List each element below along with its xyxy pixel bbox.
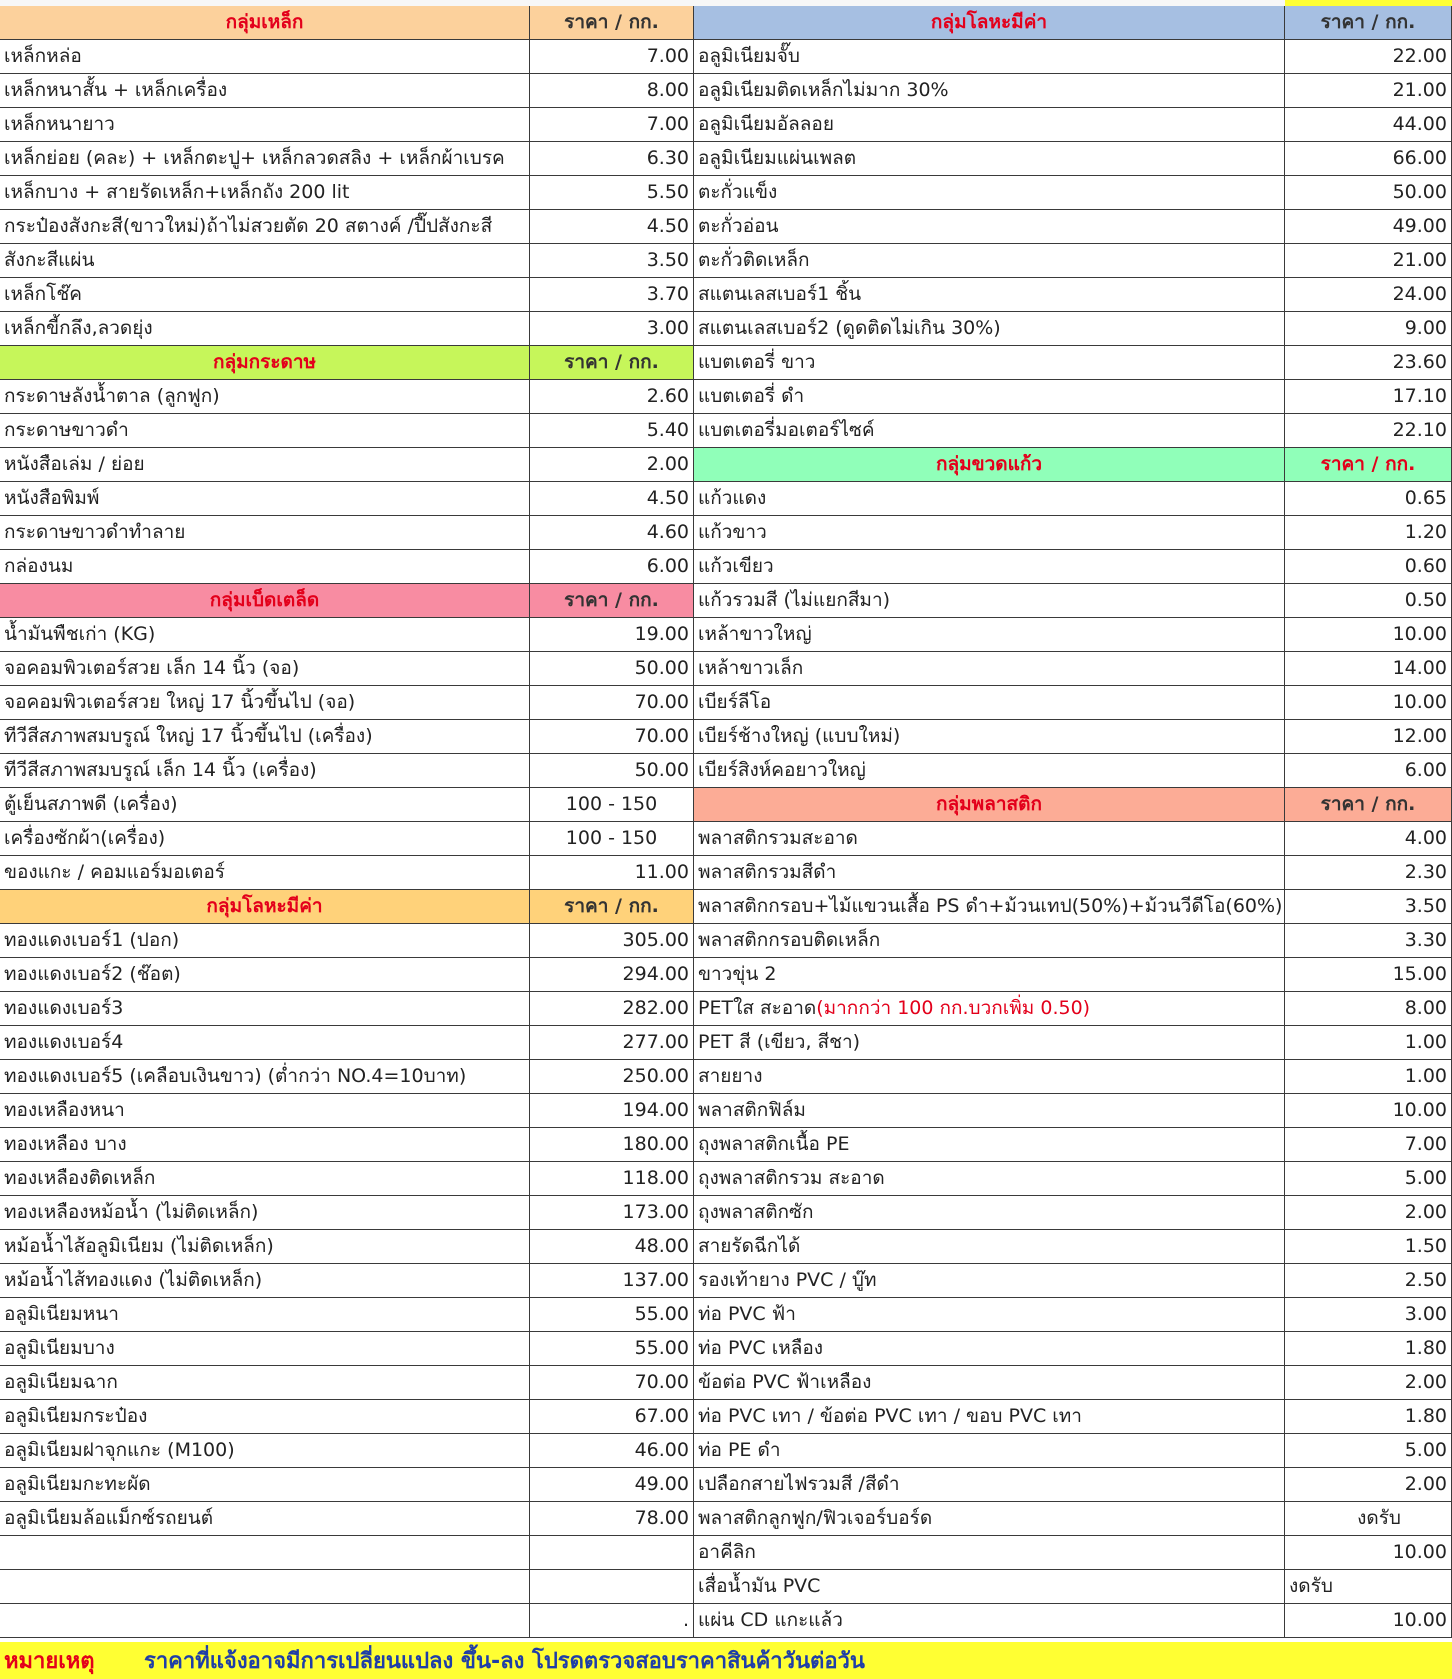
item-name-text: พลาสติกกรอบติดเหล็ก	[698, 929, 881, 951]
item-name-text: อลูมิเนียมล้อแม็กซ์รถยนต์	[4, 1507, 214, 1529]
item-price: 8.00	[530, 74, 694, 108]
item-name-text: อลูมิเนียมอัลลอย	[698, 113, 834, 135]
item-price: 48.00	[530, 1230, 694, 1264]
item-name-text: ถุงพลาสติกเนื้อ PE	[698, 1133, 850, 1155]
item-price: 50.00	[530, 754, 694, 788]
item-name	[0, 1094, 530, 1128]
item-name-text: เหล็กบาง + สายรัดเหล็ก+เหล็กถัง 200 lit	[4, 181, 350, 203]
item-price: 50.00	[1285, 176, 1452, 210]
item-name-text: จอคอมพิวเตอร์สวย เล็ก 14 นิ้ว (จอ)	[4, 657, 300, 679]
item-name-text: เบียร์สิงห์คอยาวใหญ่	[698, 759, 866, 781]
item-price: 9.00	[1285, 312, 1452, 346]
price-column-header: ราคา / กก.	[1285, 788, 1452, 822]
item-name	[0, 992, 530, 1026]
item-price: 1.00	[1285, 1026, 1452, 1060]
item-price: 70.00	[530, 720, 694, 754]
item-price: 305.00	[530, 924, 694, 958]
item-price: 46.00	[530, 1434, 694, 1468]
price-column-header: ราคา / กก.	[530, 584, 694, 618]
item-name-text: เหล็กขี้กลึง,ลวดยุ่ง	[4, 317, 153, 339]
item-name	[0, 312, 530, 346]
item-price: 5.00	[1285, 1162, 1452, 1196]
item-name	[0, 1298, 530, 1332]
item-name-text: ท่อ PE ดำ	[698, 1439, 781, 1461]
item-price: 21.00	[1285, 244, 1452, 278]
item-price: 22.00	[1285, 40, 1452, 74]
item-name	[694, 686, 1285, 720]
item-price: 180.00	[530, 1128, 694, 1162]
item-name	[694, 1604, 1285, 1638]
item-name-text: ทีวีสีสภาพสมบรูณ์ ใหญ่ 17 นิ้วขึ้นไป (เครื่อง)	[4, 725, 373, 747]
item-name	[694, 1230, 1285, 1264]
item-name	[694, 550, 1285, 584]
item-price: 2.60	[530, 380, 694, 414]
item-name-text: กล่องนม	[4, 555, 74, 577]
item-name-text: อาคีลิก	[698, 1541, 756, 1563]
item-name-text: หม้อน้ำไส้อลูมิเนียม (ไม่ติดเหล็ก)	[4, 1235, 274, 1257]
item-name-text: พลาสติกฟิล์ม	[698, 1099, 806, 1121]
item-name-text: หม้อน้ำไส้ทองแดง (ไม่ติดเหล็ก)	[4, 1269, 263, 1291]
item-name	[694, 890, 1285, 924]
item-name-text: ทองเหลืองติดเหล็ก	[4, 1167, 156, 1189]
item-name	[0, 1264, 530, 1298]
item-name-text: ของแกะ / คอมแอร์มอเตอร์	[4, 861, 226, 883]
item-name	[694, 1502, 1285, 1536]
item-price: 7.00	[530, 40, 694, 74]
item-name-text: ถุงพลาสติกรวม สะอาด	[698, 1167, 885, 1189]
item-price: 1.50	[1285, 1230, 1452, 1264]
footer-label: หมายเหตุ	[4, 1649, 95, 1674]
item-price: 15.00	[1285, 958, 1452, 992]
price-column-header: ราคา / กก.	[530, 346, 694, 380]
item-price: 55.00	[530, 1298, 694, 1332]
item-price: 3.50	[530, 244, 694, 278]
item-name-text: อลูมิเนียมกระป๋อง	[4, 1405, 148, 1427]
item-name-text: PETใส สะอาด	[698, 997, 817, 1019]
item-name	[694, 618, 1285, 652]
item-price: 2.30	[1285, 856, 1452, 890]
item-name-text: อลูมิเนียมฉาก	[4, 1371, 118, 1393]
item-price: 294.00	[530, 958, 694, 992]
item-name-text: อลูมิเนียมบาง	[4, 1337, 115, 1359]
item-price: 1.80	[1285, 1400, 1452, 1434]
item-price: งดรับ	[1285, 1502, 1452, 1536]
item-name	[0, 1570, 530, 1604]
item-price: 3.50	[1285, 890, 1452, 924]
item-price: 4.50	[530, 482, 694, 516]
item-price: 173.00	[530, 1196, 694, 1230]
item-name	[694, 176, 1285, 210]
item-name-text: แก้วขาว	[698, 521, 767, 543]
item-name-text: อลูมิเนียมฝาจุกแกะ (M100)	[4, 1439, 235, 1461]
item-name	[0, 516, 530, 550]
item-name-text: อลูมิเนียมแผ่นเพลต	[698, 147, 857, 169]
item-price: 282.00	[530, 992, 694, 1026]
item-name-text: ตะกั่วอ่อน	[698, 215, 779, 237]
item-price: 6.30	[530, 142, 694, 176]
item-name	[694, 346, 1285, 380]
section-title: กลุ่มโลหะมีค่า	[0, 890, 530, 924]
item-price: 50.00	[530, 652, 694, 686]
item-name-text: ทองเหลือง บาง	[4, 1133, 127, 1155]
item-name-text: ตู้เย็นสภาพดี (เครื่อง)	[4, 793, 178, 815]
item-name-text: เหล็กหนายาว	[4, 113, 115, 135]
item-name	[0, 414, 530, 448]
item-price: 1.00	[1285, 1060, 1452, 1094]
item-price: 70.00	[530, 1366, 694, 1400]
item-price: 10.00	[1285, 618, 1452, 652]
item-name	[694, 1196, 1285, 1230]
item-price: 194.00	[530, 1094, 694, 1128]
item-price: 2.00	[1285, 1366, 1452, 1400]
item-price: 12.00	[1285, 720, 1452, 754]
item-name	[0, 720, 530, 754]
item-name-text: ถุงพลาสติกซัก	[698, 1201, 814, 1223]
item-name-text: พลาสติกกรอบ+ไม้แขวนเสื้อ PS ดำ+ม้วนเทป(50%)+ม้วนวีดีโอ(60%)	[698, 895, 1283, 917]
item-price: 137.00	[530, 1264, 694, 1298]
item-price: 5.40	[530, 414, 694, 448]
item-price: .	[530, 1604, 694, 1638]
section-title: กลุ่มขวดแก้ว	[694, 448, 1285, 482]
item-name	[694, 482, 1285, 516]
item-name-text: ขาวขุ่น 2	[698, 963, 777, 985]
item-name	[0, 788, 530, 822]
item-name-text: ทองแดงเบอร์1 (ปอก)	[4, 929, 180, 951]
item-name-text: เปลือกสายไฟรวมสี /สีดำ	[698, 1473, 900, 1495]
item-price: 8.00	[1285, 992, 1452, 1026]
item-name-text: แผ่น CD แกะแล้ว	[698, 1609, 843, 1631]
item-price: 3.70	[530, 278, 694, 312]
item-name-text: ทองแดงเบอร์5 (เคลือบเงินขาว) (ต่ำกว่า NO.4=10บาท)	[4, 1065, 467, 1087]
item-price: 19.00	[530, 618, 694, 652]
item-price: 250.00	[530, 1060, 694, 1094]
item-name-text: พลาสติกรวมสะอาด	[698, 827, 858, 849]
item-price: 22.10	[1285, 414, 1452, 448]
item-price: 66.00	[1285, 142, 1452, 176]
item-name-text: แก้วแดง	[698, 487, 767, 509]
item-name	[694, 1400, 1285, 1434]
item-name-text: อลูมิเนียมหนา	[4, 1303, 119, 1325]
item-price: 10.00	[1285, 1536, 1452, 1570]
item-name-text: หนังสือพิมพ์	[4, 487, 100, 509]
item-price: 5.50	[530, 176, 694, 210]
item-name	[694, 924, 1285, 958]
item-name	[694, 1434, 1285, 1468]
item-note: (มากกว่า 100 กก.บวกเพิ่ม 0.50)	[816, 997, 1091, 1019]
item-price: 2.00	[1285, 1468, 1452, 1502]
item-price: 3.00	[1285, 1298, 1452, 1332]
item-name	[0, 754, 530, 788]
item-price: 14.00	[1285, 652, 1452, 686]
section-title: กลุ่มพลาสติก	[694, 788, 1285, 822]
item-price: งดรับ	[1285, 1570, 1452, 1604]
item-name-text: PET สี (เขียว, สีชา)	[698, 1031, 861, 1053]
item-name	[694, 1298, 1285, 1332]
item-name-text: ทองเหลืองหนา	[4, 1099, 125, 1121]
item-name	[694, 1468, 1285, 1502]
item-name	[694, 380, 1285, 414]
item-name-text: แบตเตอรี่ ดำ	[698, 385, 805, 407]
item-price: 4.00	[1285, 822, 1452, 856]
item-name-text: ท่อ PVC เทา / ข้อต่อ PVC เทา / ขอบ PVC เทา	[698, 1405, 1082, 1427]
item-name-text: น้ำมันพืชเก่า (KG)	[4, 623, 156, 645]
item-price: 11.00	[530, 856, 694, 890]
item-name	[694, 312, 1285, 346]
item-name	[694, 1094, 1285, 1128]
item-name	[0, 618, 530, 652]
price-column-header: ราคา / กก.	[530, 890, 694, 924]
item-price: 2.00	[1285, 1196, 1452, 1230]
item-name	[694, 856, 1285, 890]
item-name-text: อลูมิเนียมติดเหล็กไม่มาก 30%	[698, 79, 949, 101]
item-name-text: กระดาษลังน้ำตาล (ลูกฟูก)	[4, 385, 220, 407]
item-name-text: หนังสือเล่ม / ย่อย	[4, 453, 145, 475]
item-name-text: ทองเหลืองหม้อน้ำ (ไม่ติดเหล็ก)	[4, 1201, 259, 1223]
item-name-text: ท่อ PVC ฟ้า	[698, 1303, 796, 1325]
item-name-text: ทีวีสีสภาพสมบรูณ์ เล็ก 14 นิ้ว (เครื่อง)	[4, 759, 317, 781]
item-name	[0, 142, 530, 176]
item-name-text: เหล็กหล่อ	[4, 45, 82, 67]
item-name-text: เหล้าขาวเล็ก	[698, 657, 804, 679]
item-price: 49.00	[1285, 210, 1452, 244]
item-name	[694, 720, 1285, 754]
item-name	[0, 1026, 530, 1060]
item-name	[694, 516, 1285, 550]
item-name-text: กระดาษขาวดำ	[4, 419, 129, 441]
item-name	[0, 856, 530, 890]
item-name	[0, 448, 530, 482]
item-name-text: ทองแดงเบอร์2 (ช๊อต)	[4, 963, 181, 985]
item-name	[0, 1230, 530, 1264]
item-price: 4.50	[530, 210, 694, 244]
item-name	[0, 652, 530, 686]
item-name	[694, 1366, 1285, 1400]
item-name	[0, 1536, 530, 1570]
item-price: 44.00	[1285, 108, 1452, 142]
item-price: 1.80	[1285, 1332, 1452, 1366]
item-price: 3.00	[530, 312, 694, 346]
item-name	[694, 278, 1285, 312]
item-price: 67.00	[530, 1400, 694, 1434]
item-name	[694, 1128, 1285, 1162]
item-name	[694, 958, 1285, 992]
item-name-text: สายรัดฉีกได้	[698, 1235, 801, 1257]
item-name-text: พลาสติกลูกฟูก/ฟิวเจอร์บอร์ด	[698, 1507, 933, 1529]
item-price: 100 - 150	[530, 822, 694, 856]
item-name	[694, 108, 1285, 142]
item-name-text: ทองแดงเบอร์3	[4, 997, 124, 1019]
item-name	[694, 1162, 1285, 1196]
item-price: 17.10	[1285, 380, 1452, 414]
item-price	[530, 1536, 694, 1570]
item-name-text: กระดาษขาวดำทำลาย	[4, 521, 186, 543]
item-name	[0, 924, 530, 958]
price-column-header: ราคา / กก.	[530, 6, 694, 40]
item-name	[0, 686, 530, 720]
item-price: 6.00	[530, 550, 694, 584]
item-name	[694, 142, 1285, 176]
section-title: กลุ่มกระดาษ	[0, 346, 530, 380]
item-name	[694, 244, 1285, 278]
item-name	[0, 1060, 530, 1094]
item-name	[0, 822, 530, 856]
item-price: 10.00	[1285, 686, 1452, 720]
item-name	[0, 1128, 530, 1162]
item-name-text: เหล็กโช๊ค	[4, 283, 82, 305]
item-price: 21.00	[1285, 74, 1452, 108]
item-price: 100 - 150	[530, 788, 694, 822]
item-name	[0, 1434, 530, 1468]
item-name-text: อลูมิเนียมกะทะผัด	[4, 1473, 151, 1495]
item-price: 277.00	[530, 1026, 694, 1060]
item-name-text: สายยาง	[698, 1065, 763, 1087]
item-name-text: ตะกั่วติดเหล็ก	[698, 249, 810, 271]
item-name-text: เหล็กย่อย (คละ) + เหล็กตะปู+ เหล็กลวดสลิง + เหล็กผ้าเบรค	[4, 147, 505, 169]
item-price: 0.65	[1285, 482, 1452, 516]
item-price: 4.60	[530, 516, 694, 550]
section-title: กลุ่มเหล็ก	[0, 6, 530, 40]
item-name-text: เหล็กหนาสั้น + เหล็กเครื่อง	[4, 79, 228, 101]
item-price: 24.00	[1285, 278, 1452, 312]
item-name	[0, 1502, 530, 1536]
item-name	[0, 550, 530, 584]
item-price: 10.00	[1285, 1604, 1452, 1638]
item-price: 10.00	[1285, 1094, 1452, 1128]
item-name-text: สังกะสีแผ่น	[4, 249, 95, 271]
item-price: 2.50	[1285, 1264, 1452, 1298]
item-name-text: เครื่องซักผ้า(เครื่อง)	[4, 827, 166, 849]
item-price: 7.00	[530, 108, 694, 142]
item-name-text: เสื่อน้ำมัน PVC	[698, 1575, 821, 1597]
item-name	[694, 1060, 1285, 1094]
section-title: กลุ่มโลหะมีค่า	[694, 6, 1285, 40]
item-name	[0, 482, 530, 516]
item-name-text: อลูมิเนียมจั๊บ	[698, 45, 800, 67]
item-name	[0, 278, 530, 312]
item-name-text: แบตเตอรี่มอเตอร์ไซค์	[698, 419, 875, 441]
item-name-text: เบียร์ช้างใหญ่ (แบบใหม่)	[698, 725, 901, 747]
item-price: 7.00	[1285, 1128, 1452, 1162]
item-name	[0, 108, 530, 142]
footer-note	[0, 1642, 1452, 1679]
item-name-text: แบตเตอรี่ ขาว	[698, 351, 816, 373]
item-name	[694, 1026, 1285, 1060]
item-name-text: สแตนเลสเบอร์1 ชิ้น	[698, 283, 862, 305]
item-name	[0, 1332, 530, 1366]
item-price: 23.60	[1285, 346, 1452, 380]
item-price: 5.00	[1285, 1434, 1452, 1468]
item-name-text: ท่อ PVC เหลือง	[698, 1337, 824, 1359]
item-name	[694, 584, 1285, 618]
item-name-text: สแตนเลสเบอร์2 (ดูดติดไม่เกิน 30%)	[698, 317, 1001, 339]
item-name	[694, 754, 1285, 788]
item-name-text: รองเท้ายาง PVC / บู๊ท	[698, 1269, 877, 1291]
item-name-text: เหล้าขาวใหญ่	[698, 623, 812, 645]
item-price: 2.00	[530, 448, 694, 482]
item-name-text: กระป๋องสังกะสี(ขาวใหม่)ถ้าไม่สวยตัด 20 สตางค์ /ปี๊ปสังกะสี	[4, 215, 493, 237]
item-name	[694, 1570, 1285, 1604]
section-title: กลุ่มเบ็ดเตล็ด	[0, 584, 530, 618]
item-name	[694, 1536, 1285, 1570]
item-name	[0, 244, 530, 278]
item-price: 3.30	[1285, 924, 1452, 958]
item-name-text: แก้วรวมสี (ไม่แยกสีมา)	[698, 589, 891, 611]
price-column-header: ราคา / กก.	[1285, 6, 1452, 40]
item-name	[694, 1264, 1285, 1298]
item-name	[0, 1366, 530, 1400]
item-name	[694, 822, 1285, 856]
item-name-text: ตะกั่วแข็ง	[698, 181, 778, 203]
item-name	[694, 210, 1285, 244]
item-name	[694, 40, 1285, 74]
item-name	[694, 1332, 1285, 1366]
item-name	[0, 74, 530, 108]
item-name	[0, 1604, 530, 1638]
item-price: 78.00	[530, 1502, 694, 1536]
item-price: 1.20	[1285, 516, 1452, 550]
item-name-text: จอคอมพิวเตอร์สวย ใหญ่ 17 นิ้วขึ้นไป (จอ)	[4, 691, 356, 713]
item-price: 0.50	[1285, 584, 1452, 618]
item-name	[694, 652, 1285, 686]
item-name	[694, 414, 1285, 448]
footer-text: ราคาที่แจ้งอาจมีการเปลี่ยนแปลง ขึ้น-ลง โปรดตรวจสอบราคาสินค้าวันต่อวัน	[144, 1649, 865, 1674]
item-name-text: พลาสติกรวมสีดำ	[698, 861, 837, 883]
item-price: 49.00	[530, 1468, 694, 1502]
item-price: 55.00	[530, 1332, 694, 1366]
item-price: 0.60	[1285, 550, 1452, 584]
item-price: 6.00	[1285, 754, 1452, 788]
item-name	[0, 210, 530, 244]
item-name-text: ข้อต่อ PVC ฟ้าเหลือง	[698, 1371, 872, 1393]
item-name	[0, 380, 530, 414]
item-price	[530, 1570, 694, 1604]
item-name	[694, 992, 1285, 1026]
item-name	[0, 40, 530, 74]
item-name	[0, 1400, 530, 1434]
item-name	[0, 958, 530, 992]
item-name-text: เบียร์ลีโอ	[698, 691, 772, 713]
item-name	[0, 1468, 530, 1502]
price-column-header: ราคา / กก.	[1285, 448, 1452, 482]
item-name-text: แก้วเขียว	[698, 555, 774, 577]
item-name	[0, 1196, 530, 1230]
item-name	[0, 1162, 530, 1196]
item-price: 118.00	[530, 1162, 694, 1196]
item-name-text: ทองแดงเบอร์4	[4, 1031, 124, 1053]
item-name	[0, 176, 530, 210]
item-price: 70.00	[530, 686, 694, 720]
item-name	[694, 74, 1285, 108]
